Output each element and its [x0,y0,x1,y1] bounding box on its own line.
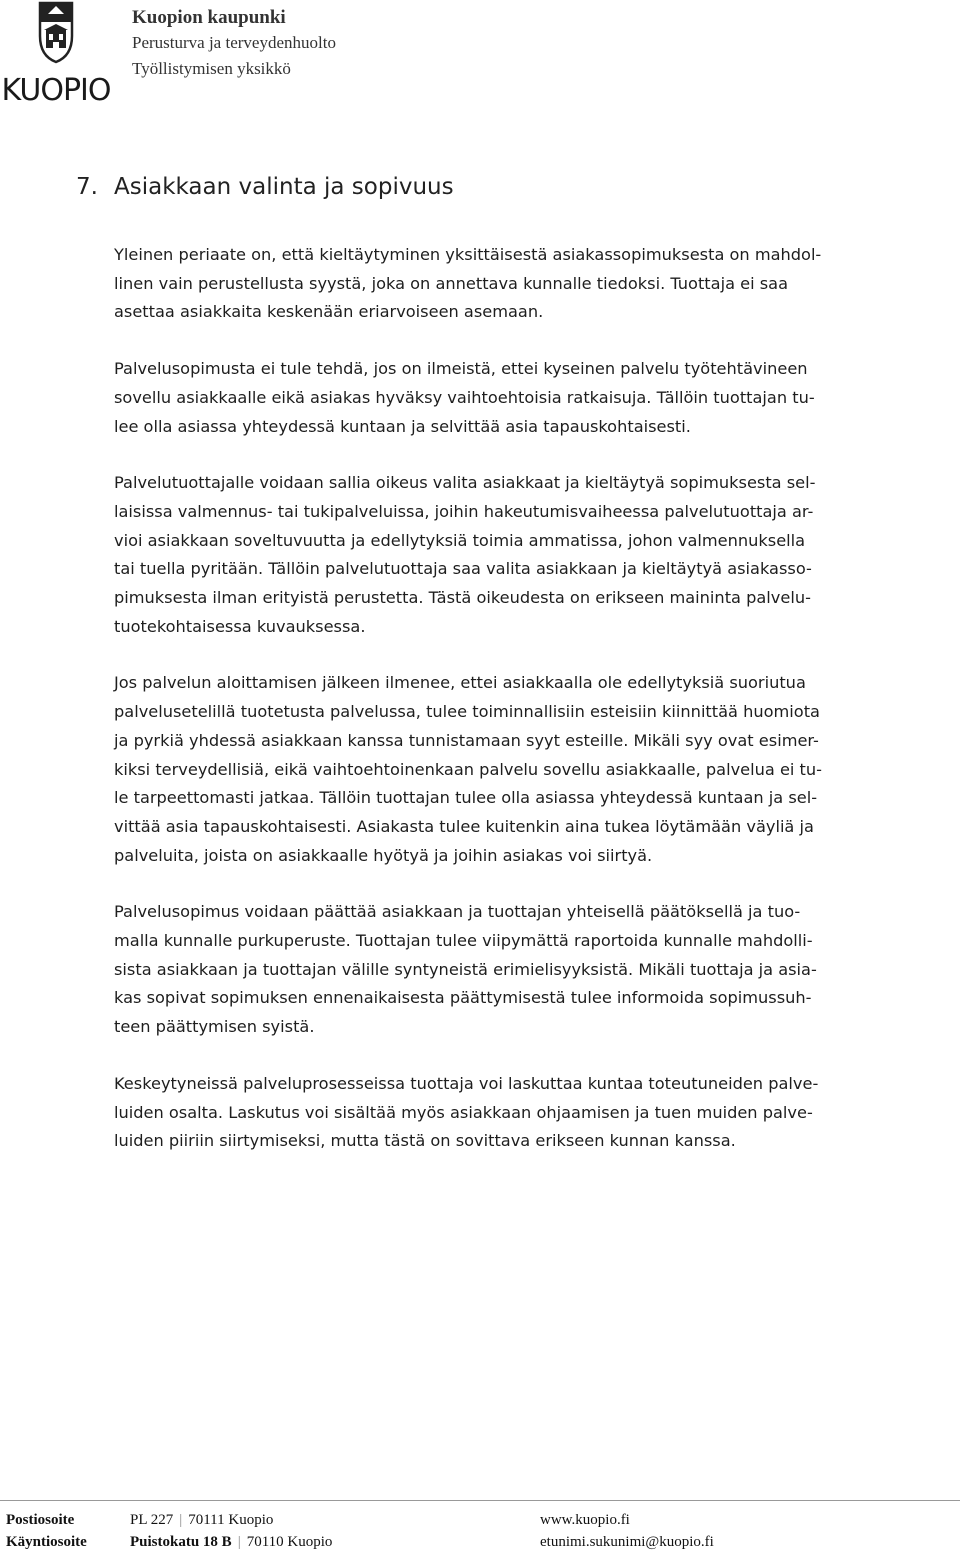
paragraph-3 [114,469,954,641]
text-line: linen vain perustellusta syystä, joka on annettava kunnalle tiedoksi. Tuottaja ei saa [114,273,789,293]
text-line: sista asiakkaan ja tuottajan välille syntyneistä erimielisyyksistä. Mikäli tuottaja ja asia- [114,959,817,979]
text-line: sovellu asiakkaalle eikä asiakas hyväksy vaihtoehtoisia ratkaisuja. Tällöin tuottajan tu- [114,387,815,407]
paragraph-6 [114,1070,954,1156]
separator: | [237,1534,241,1550]
text-line: Jos palvelun aloittamisen jälkeen ilmenee, ettei asiakkaalla ole edellytyksiä suoriutua [114,673,806,693]
footer-divider [0,1500,960,1501]
paragraph-5 [114,898,954,1042]
organization-header [132,6,336,82]
text-line: laisissa valmennus- tai tukipalveluissa, joihin hakeutumisvaiheessa palvelutuottaja ar- [114,501,814,521]
text-line: vioi asiakkaan soveltuvuutta ja edellytyksiä toimia ammatissa, johon valmennuksella [114,530,806,550]
website-link[interactable]: www.kuopio.fi [540,1512,630,1528]
visiting-address [130,1534,332,1551]
text-line: luiden piiriin siirtymiseksi, mutta tästä on sovittava erikseen kunnan kanssa. [114,1131,736,1151]
text-line: malla kunnalle purkuperuste. Tuottajan tulee viipymättä raportoida kunnalle mahdolli- [114,931,813,951]
text-line: kas sopivat sopimuksen ennenaikaisesta päättymisestä tulee informoida sopimussuh- [114,988,812,1008]
section-heading [76,170,954,204]
text-line: Yleinen periaate on, että kieltäytyminen yksittäisestä asiakassopimuksesta on mahdol- [114,245,822,264]
text-line: tuotekohtaisessa kuvauksessa. [114,616,366,636]
text-line: Keskeytyneissä palveluprosesseissa tuottaja voi laskuttaa kuntaa toteutuneiden palve- [114,1073,819,1093]
text-line: le tarpeettomasti jatkaa. Tällöin tuottajan tulee olla asiassa yhteydessä kuntaan ja sel- [114,788,818,808]
text-line: Palvelusopimus voidaan päättää asiakkaan ja tuottajan yhteisellä päätöksellä ja tuo- [114,902,801,922]
unit-name: Työllistymisen yksikkö [132,59,291,78]
postal-address [130,1512,273,1529]
department-name: Perusturva ja terveydenhuolto [132,33,336,52]
kuopio-logo [0,0,112,112]
visit-street: Puistokatu 18 B [130,1534,232,1550]
text-line: Palvelutuottajalle voidaan sallia oikeus valita asiakkaat ja kieltäytyä sopimuksesta sel- [114,473,816,493]
document-body [76,170,954,1156]
text-line: pimuksesta ilman erityistä perustetta. Tästä oikeudesta on erikseen maininta palvelu- [114,588,811,608]
text-line: vittää asia tapauskohtaisesti. Asiakasta tulee kuitenkin aina tukea löytämään väyliä ja [114,816,814,836]
email-link[interactable]: etunimi.sukunimi@kuopio.fi [540,1534,714,1550]
paragraph-4 [114,669,954,870]
svg-text:KUOPIO: KUOPIO [1,73,111,108]
text-line: lee olla asiassa yhteydessä kuntaan ja selvittää asia tapauskohtaisesti. [114,416,691,436]
text-line: palvelusetelillä tuotetusta palvelussa, tulee toiminnallisiin esteisiin kiinnittää huomiota [114,702,820,722]
text-line: Palvelusopimusta ei tule tehdä, jos on ilmeistä, ettei kyseinen palvelu työtehtävineen [114,359,808,379]
text-line: kiksi terveydellisiä, eikä vaihtoehtoinenkaan palvelu sovellu asiakkaalle, palvelua ei tu- [114,759,822,779]
postal-code-city: 70111 Kuopio [188,1512,274,1528]
separator: | [179,1512,183,1528]
section-number: 7. [76,174,98,200]
postal-address-label: Postiosoite [6,1512,75,1528]
organization-name: Kuopion kaupunki [132,7,286,28]
text-line: luiden osalta. Laskutus voi sisältää myös asiakkaan ohjaamisen ja tuen muiden palve- [114,1102,813,1122]
coat-of-arms-icon [0,0,112,112]
text-line: palveluita, joista on asiakkaalle hyötyä ja joihin asiakas voi siirtyä. [114,845,653,865]
postal-box: PL 227 [130,1512,174,1528]
section-title: Asiakkaan valinta ja sopivuus [114,174,454,200]
text-line: ja pyrkiä yhdessä asiakkaan kanssa tunnistamaan syyt esteille. Mikäli syy ovat esimer- [114,730,819,750]
text-line: tai tuella pyritään. Tällöin palvelutuottaja saa valita asiakkaan ja kieltäytyä asiakasso- [114,559,812,579]
visit-code-city: 70110 Kuopio [246,1534,333,1550]
text-line: teen päättymisen syistä. [114,1017,315,1037]
text-line: asettaa asiakkaita keskenään eriarvoiseen asemaan. [114,302,544,322]
paragraph-1 [114,241,954,327]
paragraph-2 [114,355,954,441]
visiting-address-label: Käyntiosoite [6,1534,87,1550]
